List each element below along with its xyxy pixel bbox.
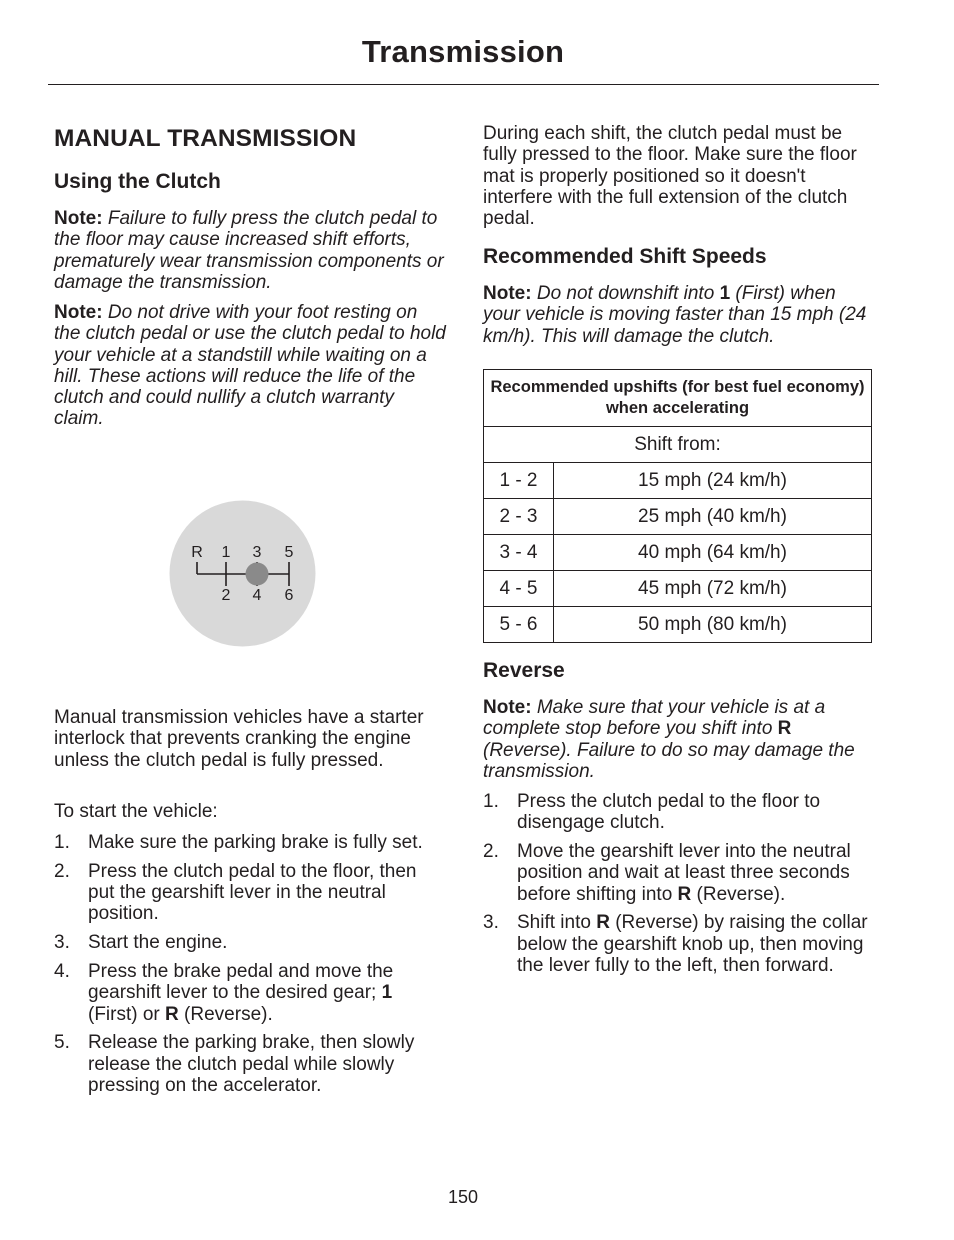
step-number: 1. xyxy=(54,832,70,853)
step-text: (First) or xyxy=(88,1003,166,1025)
step-text: Press the brake pedal and move the gearshift lever to the desired gear; xyxy=(88,960,394,1004)
note-text-part: (First) when your vehicle is moving faster than 15 mph (24 km/h). This will damage the clutch. xyxy=(483,283,867,347)
list-item xyxy=(483,912,875,976)
note-text xyxy=(483,283,866,347)
gear-knob-neutral-icon xyxy=(246,563,269,586)
list-item xyxy=(483,791,875,834)
step-number: 3. xyxy=(54,932,70,954)
note-text-part: Do not downshift into xyxy=(536,283,720,304)
step-number: 2. xyxy=(54,860,70,882)
gear-cell: 4 - 5 xyxy=(484,571,554,607)
note-text: Do not drive with your foot resting on the clutch pedal or use the clutch pedal to hold your vehicle at a standstill while waiting on a hill. These actions will reduce the life of the clutch and could nullify a clutch warranty claim. xyxy=(54,302,446,430)
table-row xyxy=(484,607,872,643)
note-label: Note: xyxy=(54,208,103,229)
table-subheader: Shift from: xyxy=(484,427,872,463)
gearshift-pattern-diagram xyxy=(169,500,316,647)
step-text: (Reverse). xyxy=(691,883,786,905)
reverse-steps-list xyxy=(483,791,875,984)
clutch-note-2 xyxy=(54,302,446,430)
step-text: Shift into xyxy=(517,912,597,934)
page-title: Transmission xyxy=(361,34,565,69)
clutch-note-1 xyxy=(54,208,446,293)
gear-label-2: 2 xyxy=(221,587,231,604)
gear-cell: 3 - 4 xyxy=(484,535,554,571)
subsection-title: Using the Clutch xyxy=(54,170,221,193)
table-header: Recommended upshifts (for best fuel economy) when accelerating xyxy=(484,370,872,427)
step-text: Release the parking brake, then slowly release the clutch pedal while slowly pressing on the accelerator. xyxy=(88,1032,415,1096)
note-label: Note: xyxy=(483,697,532,718)
note-label: Note: xyxy=(483,283,532,304)
gear-reverse-bold: R xyxy=(677,883,692,905)
gear-label-6: 6 xyxy=(284,587,294,604)
gear-cell: 2 - 3 xyxy=(484,499,554,535)
start-steps-list xyxy=(54,832,446,1104)
gear-reverse-bold: R xyxy=(165,1003,179,1025)
speed-cell: 25 mph (40 km/h) xyxy=(554,499,872,535)
step-text: Move the gearshift lever into the neutral position and wait at least three seconds before shifting into xyxy=(517,841,851,905)
step-number: 4. xyxy=(54,960,70,982)
step-text: Make sure the parking brake is fully set. xyxy=(88,832,423,853)
gear-first-bold: 1 xyxy=(719,283,731,304)
gear-label-1: 1 xyxy=(221,544,231,561)
list-item xyxy=(54,932,446,953)
list-item xyxy=(54,1032,446,1096)
title-divider xyxy=(48,84,879,85)
step-text: Press the clutch pedal to the floor, then put the gearshift lever in the neutral position. xyxy=(88,860,417,925)
speed-cell: 15 mph (24 km/h) xyxy=(554,463,872,499)
shift-paragraph: During each shift, the clutch pedal must be fully pressed to the floor. Make sure the floor mat is properly positioned so it doesn't interfere with the full extension of the clutch pedal. xyxy=(483,123,857,230)
note-text-part: Make sure that your vehicle is at a complete stop before you shift into xyxy=(483,697,826,740)
page-number: 150 xyxy=(447,1187,479,1207)
gear-label-4: 4 xyxy=(252,587,262,604)
step-number: 5. xyxy=(54,1032,70,1054)
gear-reverse-bold: R xyxy=(777,718,792,740)
speed-cell: 45 mph (72 km/h) xyxy=(554,571,872,607)
speed-cell: 50 mph (80 km/h) xyxy=(554,607,872,643)
step-number: 1. xyxy=(483,791,499,812)
interlock-paragraph: Manual transmission vehicles have a starter interlock that prevents cranking the engine unless the clutch pedal is fully pressed. xyxy=(54,707,424,771)
list-item xyxy=(483,841,875,905)
table-row xyxy=(484,499,872,535)
step-text: Start the engine. xyxy=(88,932,228,954)
gear-first-bold: 1 xyxy=(381,982,393,1004)
gear-label-r: R xyxy=(191,544,203,561)
step-number: 3. xyxy=(483,912,499,934)
step-text: (Reverse) by raising the collar below the gearshift knob up, then moving the lever fully to the left, then forward. xyxy=(517,912,868,977)
gear-cell: 5 - 6 xyxy=(484,607,554,643)
note-text-part: (Reverse). Failure to do so may damage the transmission. xyxy=(483,739,855,782)
table-row xyxy=(484,571,872,607)
list-item xyxy=(54,832,446,853)
list-item xyxy=(54,961,446,1025)
note-label: Note: xyxy=(54,302,103,323)
table-row xyxy=(484,463,872,499)
speeds-title: Recommended Shift Speeds xyxy=(483,245,767,268)
shift-speeds-table xyxy=(483,369,872,643)
gear-label-3: 3 xyxy=(252,544,262,561)
step-number: 2. xyxy=(483,841,499,863)
note-text: Failure to fully press the clutch pedal to the floor may cause increased shift efforts, prematurely wear transmission components or damage the transmission. xyxy=(54,208,444,293)
gear-label-5: 5 xyxy=(284,544,294,561)
step-text: (Reverse). xyxy=(178,1003,273,1025)
gear-reverse-bold: R xyxy=(596,912,610,934)
speeds-note xyxy=(483,283,875,347)
table-row xyxy=(484,535,872,571)
note-text xyxy=(483,697,855,782)
speed-cell: 40 mph (64 km/h) xyxy=(554,535,872,571)
step-text: Press the clutch pedal to the floor to disengage clutch. xyxy=(517,791,821,834)
list-item xyxy=(54,861,446,925)
section-title: MANUAL TRANSMISSION xyxy=(54,125,357,152)
start-intro: To start the vehicle: xyxy=(54,801,218,822)
gear-cell: 1 - 2 xyxy=(484,463,554,499)
reverse-note xyxy=(483,697,875,782)
reverse-title: Reverse xyxy=(483,659,565,682)
